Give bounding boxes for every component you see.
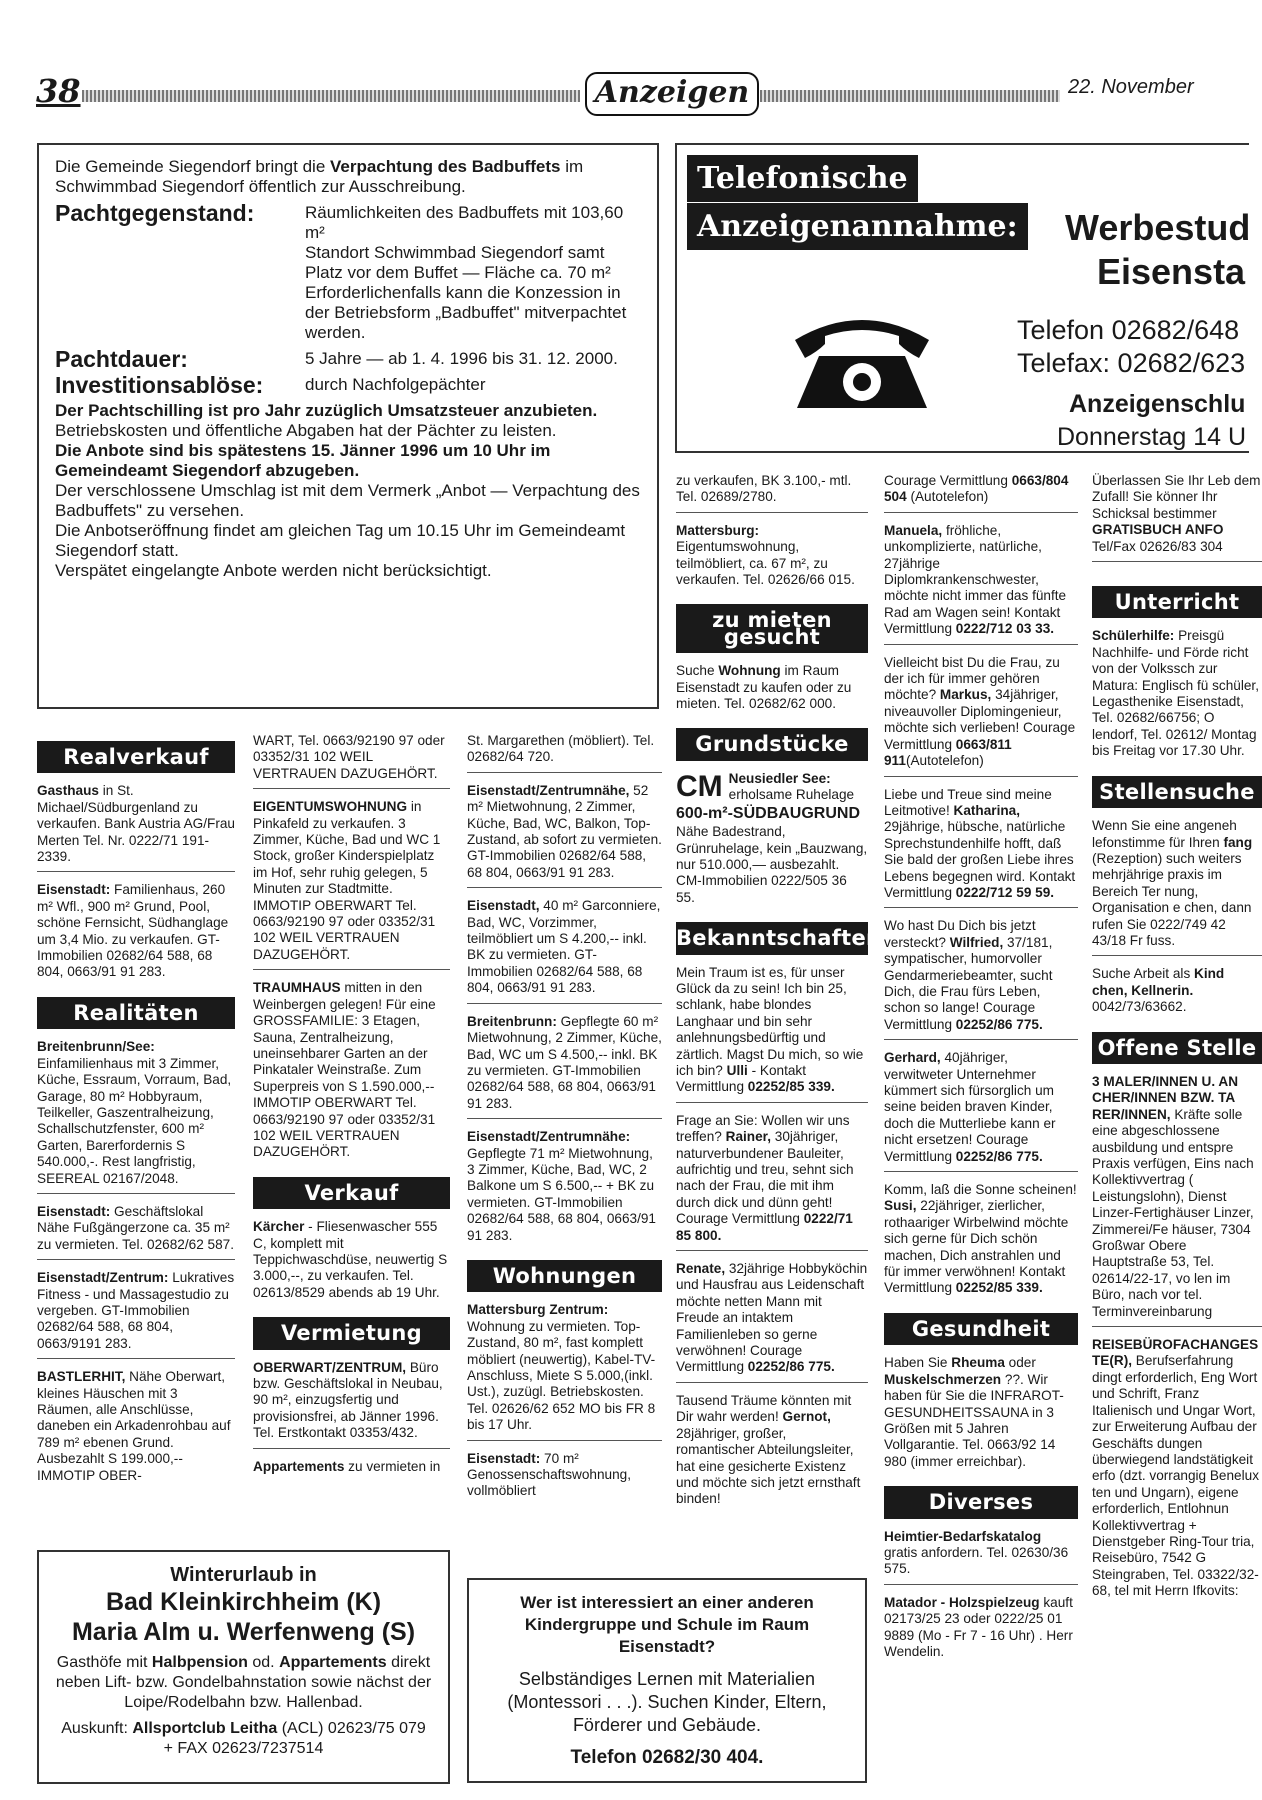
cm-ad-header — [676, 771, 868, 804]
ad-item: Vielleicht bist Du die Frau, zu der ich für immer gehören möchte? Markus, 34jähriger, niveauvoller Diplomingenieur, möchte sich verlieben! Courage Vermittlung 0663/811 911(Autotelefon) — [884, 655, 1078, 777]
ad-item: Tausend Träume könnten mit Dir wahr werden! Gernot, 28jähriger, großer, romantischer Abteilungsleiter, hat eine gesicherte Existenz und möchte sich jetzt ernsthaft binden! — [676, 1392, 861, 1507]
ad-item: Gerhard, 40jähriger, verwitweter Unternehmer kümmert sich fürsorglich um seine beiden braven Kinder, doch die Mutterliebe kann er nicht ersetzen! Courage Vermittlung 02252/86 775. — [884, 1050, 1078, 1172]
winter-location-1: Bad Kleinkirchheim (K) — [105, 1588, 382, 1616]
page-number: 38 — [36, 72, 81, 110]
header-rule-left — [82, 90, 580, 102]
winterurlaub-ad — [37, 1550, 450, 1784]
telephone-number: Telefon 02682/648 — [1017, 315, 1240, 345]
ad-item: Eisenstadt/Zentrumnähe, 52 m² Mietwohnung, 2 Zimmer, Küche, Bad, WC, Balkon, Top-Zustand, ab sofort zu vermieten. GT-Immobilien 02682/64 588, 68 804, 0663/91 91 283. — [467, 783, 662, 888]
ad-item: TRAUMHAUS mitten in den Weinbergen gelegen! Für eine GROSSFAMILIE: 3 Etagen, Sauna, Zentralheizung, uneinsehbarer Garten an der Pinkataler Weinstraße. Zum Superpreis von S 1.590.000,-- IMMOTIP OBERWART Tel. 0663/92190 97 oder 03352/31 102 WEIL VERTRAUEN DAZUGEHÖRT. — [253, 980, 436, 1160]
ad-item: Breitenbrunn/See: Einfamilienhaus mit 3 Zimmer, Küche, Essraum, Vorraum, Bad, Garage, 80 m² Hobbyraum, Teilkeller, Gaszentralheizung, Schallschutzfenster, 600 m² Garten, Barerfordernis S 540.000,-. Rest langfristig, SEEREAL 02167/2048. — [37, 1039, 235, 1194]
kindergruppe-ad — [467, 1578, 867, 1783]
winter-contact: Auskunft: Allsportclub Leitha (ACL) 02623/75 079 — [61, 1720, 426, 1737]
ad-item: Eisenstadt: 70 m² Genossenschaftswohnung, vollmöbliert — [467, 1450, 631, 1499]
section-banner: Anzeigen — [585, 72, 759, 116]
ad-item: OBERWART/ZENTRUM, Büro bzw. Geschäftslokal in Neubau, 90 m², einzugsfertig und provisionsfrei, ab Jänner 1996. Tel. Erstkontakt 03353/432. — [253, 1360, 450, 1449]
section-gesundheit: Gesundheit — [884, 1313, 1078, 1345]
section-offene-stellen: Offene Stelle — [1092, 1032, 1262, 1064]
ad-item: 3 MALER/INNEN U. AN CHER/INNEN BZW. TA RER/INNEN, Kräfte solle eine abgeschlossene ausbildung und entspre Praxis verfügen, Eins nach Kollektivvertrag ( Leistungslohn), Dienst Linzer-Fertighäuser Linzer, Zimmerei/Fe häuser, 7304 Großwar Obere Hauptstraße 53, Tel. 02614/22-17, vo len im Büro, nach vor tel. Terminvereinbarung — [1092, 1074, 1262, 1327]
ad-item: Eisenstadt: Geschäftslokal Nähe Fußgängerzone ca. 35 m² zu vermieten. Tel. 02682/62 587. — [37, 1204, 235, 1260]
notice-envelope: Der verschlossene Umschlag ist mit dem Vermerk „Anbot — Verpachtung des Badbuffets" zu versehen. — [55, 481, 640, 520]
ad-item: Liebe und Treue sind meine Leitmotive! Katharina, 29jährige, hübsche, natürliche Sprechstundenhilfe hofft, daß Sie bald der großen Liebe ihres Lebens begegnen wird. Kontakt Vermittlung 0222/712 59 59. — [884, 787, 1078, 909]
notice-row-investition: Investitionsablöse: durch Nachfolgepächter — [55, 372, 486, 398]
ad-item: Manuela, fröhliche, unkomplizierte, natürliche, 27jährige Diplomkrankenschwester, möchte nicht immer das fünfte Rad am Wagen sein! Kontakt Vermittlung 0222/712 03 33. — [884, 523, 1078, 645]
ad-item: Appartements zu vermieten in — [253, 1458, 441, 1474]
ad-item: REISEBÜROFACHANGES TE(R), Berufserfahrung dingt erforderlich, Eng Wort und Schrift, Franz Italienisch und Ungar Wort, zur Erweiterung Aufbau der Geschäfts dungen überwiegend landstätigkeit erfo (dzt. vorrangig Benelux ten und Ungarn), eigene erforderlich, Entlohnun Kollektivvertrag + Dienstgeber Ring-Tour tria, Reisebüro, 7542 G Steingraben, Tel. 03322/32-68, tel mit Herrn Ifkovits: — [1092, 1337, 1259, 1599]
notice-pachtschilling: Der Pachtschilling ist pro Jahr zuzüglich Umsatzsteuer anzubieten. Betriebskosten und öffentliche Abgaben hat der Pächter zu leisten. — [55, 401, 598, 440]
ad-item: Mein Traum ist es, für unser Glück da zu sein! Ich bin 25, schlank, habe blondes Langhaar und bin sehr anlehnungsbedürftig und zärtlich. Magst Du mich, so wie ich bin? Ulli - Kontakt Vermittlung 02252/85 339. — [676, 965, 868, 1103]
fax-number: Telefax: 02682/623 — [1017, 348, 1246, 378]
telephone-title-1: Telefonische — [687, 155, 918, 202]
ad-item: Mattersburg: Eigentumswohnung, teilmöbliert, ca. 67 m², zu verkaufen. Tel. 02626/66 015. — [676, 522, 855, 588]
ad-item: Schülerhilfe: Preisgü Nachhilfe- und Förde richt von der Volkssch zur Matura: Englisch fü schüler, Legasthenike Eisenstadt, Tel. 02682/66756; O lendorf, Tel. 02612/ Montag bis Freitag vor 17.30 Uhr. — [1092, 628, 1259, 759]
deadline-day: Donnerstag 14 U — [1057, 423, 1247, 451]
ad-item: Breitenbrunn: Gepflegte 60 m² Mietwohnung, 2 Zimmer, Küche, Bad, WC um S 4.500,-- inkl. BK zu vermieten. GT-Immobilien 02682/64 588, 68 804, 0663/91 91 283. — [467, 1014, 662, 1119]
ad-item: Heimtier-Bedarfskatalog gratis anfordern. Tel. 02630/36 575. — [884, 1529, 1078, 1585]
column-3 — [467, 733, 662, 1516]
ad-item: Überlassen Sie Ihr Leb dem Zufall! Sie könner Ihr Schicksal bestimmer GRATISBUCH ANFO Tel/Fax 02626/83 304 — [1092, 473, 1262, 562]
ad-item: Matador - Holzspielzeug kauft 02173/25 23 oder 0222/25 01 9889 (Mo - Fr 7 - 16 Uhr) . Herr Wendelin. — [884, 1594, 1073, 1659]
badbuffet-notice — [37, 143, 659, 709]
notice-opening: Die Anbotseröffnung findet am gleichen Tag um 10.15 Uhr im Gemeindeamt Siegendorf statt. — [55, 521, 626, 560]
section-unterricht: Unterricht — [1092, 586, 1262, 618]
column-1 — [37, 733, 235, 1500]
winter-headline: Winterurlaub in — [170, 1564, 317, 1586]
column-6-clip — [1092, 473, 1261, 1800]
cm-subheadline: 600-m²-SÜDBAUGRUND — [676, 804, 861, 822]
column-5 — [884, 473, 1078, 1676]
notice-deadline: Die Anbote sind bis spätestens 15. Jänner 1996 um 10 Uhr im Gemeindeamt Siegendorf abzugeben. — [55, 441, 551, 480]
header-rule-right — [760, 90, 1060, 102]
telephone-org-1: Werbestud — [1065, 207, 1251, 248]
ad-item: St. Margarethen (möbliert). Tel. 02682/64 720. — [467, 733, 662, 773]
notice-row-pachtdauer: Pachtdauer: 5 Jahre — ab 1. 4. 1996 bis 31. 12. 2000. — [55, 346, 618, 372]
ad-item: Gasthaus in St. Michael/Südburgenland zu verkaufen. Bank Austria AG/Frau Merten Tel. Nr. 0222/71 191-2339. — [37, 783, 235, 872]
ad-item: Wenn Sie eine angeneh lefonstimme für Ihren fang (Rezeption) such weiters mehrjährige praxis im Bereich Ter nung, Organisation e chen, dann rufen Sie 0222/749 42 43/18 Fr fuss. — [1092, 818, 1262, 956]
notice-late: Verspätet eingelangte Anbote werden nicht berücksichtigt. — [55, 561, 492, 580]
ad-item: Kärcher - Fliesenwascher 555 C, komplett mit Teppichwaschdüse, neuwertig S 3.000,--, zu verkaufen. Tel. 02613/8529 abends ab 19 Uhr. — [253, 1219, 448, 1300]
winter-location-2: Maria Alm u. Werfenweng (S) — [71, 1618, 416, 1646]
winter-description: Gasthöfe mit Halbpension od. Appartements direkt neben Lift- bzw. Gondelbahnstation sowie nächst der Loipe/Rodelbahn bzw. Hallenbad. — [55, 1654, 432, 1711]
ad-item: Eisenstadt, 40 m² Garconniere, Bad, WC, Vorzimmer, teilmöbliert um S 4.200,-- inkl. BK zu vermieten. GT-Immobilien 02682/64 588, 68 804, 0663/91 91 283. — [467, 898, 662, 1003]
section-diverses: Diverses — [884, 1486, 1078, 1518]
column-2 — [253, 733, 450, 1491]
telephone-icon — [787, 300, 937, 415]
notice-row-pachtgegenstand: Pachtgegenstand: Räumlichkeiten des Badbuffets mit 103,60 m² Standort Schwimmbad Siegendorf samt Platz vor dem Buffet — Fläche ca. 70 m² Erforderlichenfalls kann die Konzession in der Betriebsform „Badbuffet" mitverpachtet werden. — [55, 200, 627, 342]
ad-item: Renate, 32jährige Hobbyköchin und Hausfrau aus Leidenschaft möchte netten Mann mit Freude an intaktem Familienleben so gerne verwöhnen! Courage Vermittlung 02252/86 775. — [676, 1261, 868, 1383]
ad-item: Wo hast Du Dich bis jetzt versteckt? Wilfried, 37/181, sympatischer, humorvoller Gendarmeriebeamter, sucht Dich, die Frau fürs Leben, schon so lange! Courage Vermittlung 02252/86 775. — [884, 918, 1078, 1040]
section-stellensuche: Stellensuche — [1092, 776, 1262, 808]
section-vermietung: Vermietung — [253, 1317, 450, 1349]
kinder-phone: Telefon 02682/30 404. — [570, 1747, 764, 1768]
page-header — [0, 70, 1249, 120]
ad-item: Eisenstadt: Familienhaus, 260 m² Wfl., 900 m² Grund, Pool, schöne Fernsicht, Südhanglage um 3,4 Mio. zu verkaufen. GT-Immobilien 02682/64 588, 68 804, 0663/91 91 283. — [37, 882, 229, 980]
section-bekanntschaften: Bekanntschaften — [676, 922, 868, 954]
section-realverkauf: Realverkauf — [37, 741, 235, 773]
section-realitaeten: Realitäten — [37, 997, 235, 1029]
deadline-label: Anzeigenschlu — [1069, 390, 1246, 418]
ad-item: Suche Arbeit als Kind chen, Kellnerin. 0042/73/63662. — [1092, 966, 1225, 1015]
cm-logo: CM — [676, 769, 723, 803]
ad-item: Eisenstadt/Zentrum: Lukratives Fitness - und Massagestudio zu vergeben. GT-Immobilien 02682/64 588, 68 804, 0663/9191 283. — [37, 1270, 235, 1359]
telephone-title-2: Anzeigenannahme: — [687, 203, 1028, 250]
ad-item: BASTLERHIT, Nähe Oberwart, kleines Häuschen mit 3 Räumen, alle Anschlüsse, daneben ein Arkadenrohbau auf 789 m² ebenen Grund. Ausbezahlt S 199.000,-- IMMOTIP OBER- — [37, 1369, 231, 1483]
kinder-question-1: Wer ist interessiert an einer anderen — [520, 1593, 814, 1612]
telephone-org-2: Eisensta — [1097, 251, 1246, 292]
ad-item: Komm, laß die Sonne scheinen! Susi, 22jähriger, zierlicher, rothaariger Wirbelwind möchte sich gerne für Dich schön machen, Dich anstrahlen und für immer verwöhnen! Kontakt Vermittlung 02252/85 339. — [884, 1182, 1077, 1296]
ad-item: Nähe Badestrand, Grünruhelage, kein „Bauzwang, nur 510.000,— ausbezahlt. CM-Immobilien 0222/505 36 55. — [676, 824, 868, 905]
ad-item: Suche Wohnung im Raum Eisenstadt zu kaufen oder zu mieten. Tel. 02682/62 000. — [676, 663, 852, 712]
ad-item: Courage Vermittlung 0663/804 504 (Autotelefon) — [884, 473, 1078, 513]
section-zu-mieten-gesucht: zu mieten gesucht — [676, 604, 868, 653]
ad-item: Eisenstadt/Zentrumnähe: Gepflegte 71 m² Mietwohnung, 3 Zimmer, Küche, Bad, WC, 2 Balkone um S 6.500,-- + BK zu vermieten. GT-Immobilien 02682/64 588, 68 804, 0663/91 91 283. — [467, 1129, 656, 1243]
column-6 — [1092, 473, 1262, 1616]
section-grundstuecke: Grundstücke — [676, 728, 868, 760]
section-wohnungen: Wohnungen — [467, 1260, 662, 1292]
ad-item: WART, Tel. 0663/92190 97 oder 03352/31 102 WEIL VERTRAUEN DAZUGEHÖRT. — [253, 733, 450, 789]
section-verkauf: Verkauf — [253, 1177, 450, 1209]
kinder-description: Selbständiges Lernen mit Materialien (Montessori . . .). Suchen Kinder, Eltern, Förderer und Gebäude. — [507, 1669, 827, 1735]
ad-item: zu verkaufen, BK 3.100,- mtl. Tel. 02689/2780. — [676, 473, 868, 513]
notice-intro: Die Gemeinde Siegendorf bringt die Verpachtung des Badbuffets im Schwimmbad Siegendorf öffentlich zur Ausschreibung. — [55, 157, 584, 196]
ad-item: Mattersburg Zentrum: Wohnung zu vermieten. Top-Zustand, 80 m², fast komplett möbliert (neuwertig), Kabel-TV-Anschluss, Miete S 5.000,(inkl. Ust.), zuzügl. Betriebskosten. Tel. 02626/62 652 MO bis FR 8 bis 17 Uhr. — [467, 1302, 662, 1440]
column-4 — [676, 473, 882, 1524]
ad-item: Frage an Sie: Wollen wir uns treffen? Rainer, 30jähriger, naturverbundener Bauleiter, aufrichtig und treu, sehnt sich nach der Frau, die mit ihm durch dick und dünn geht! Courage Vermittlung 0222/71 85 800. — [676, 1113, 868, 1251]
kinder-question-2: Kindergruppe und Schule im Raum Eisenstadt? — [524, 1615, 810, 1656]
ad-item: Haben Sie Rheuma oder Muskelschmerzen ??. Wir haben für Sie die INFRAROT-GESUNDHEITSSAUNA in 3 Größen mit 5 Jahren Vollgarantie. Tel. 0663/92 14 980 (immer erreichbar). — [884, 1355, 1064, 1469]
telephone-ad-box — [675, 143, 1249, 453]
cm-headline: Neusiedler See: erholsame Ruhelage — [728, 770, 855, 803]
ad-item: EIGENTUMSWOHNUNG in Pinkafeld zu verkaufen. 3 Zimmer, Küche, Bad und WC 1 Stock, großer Kinderspielplatz im Hof, sehr ruhig gelegen, 5 Minuten zur Stadtmitte. IMMOTIP OBERWART Tel. 0663/92190 97 oder 03352/31 102 WEIL VERTRAUEN DAZUGEHÖRT. — [253, 799, 450, 970]
winter-fax: + FAX 02623/7237514 — [163, 1740, 324, 1757]
issue-date: 22. November — [1068, 76, 1194, 98]
